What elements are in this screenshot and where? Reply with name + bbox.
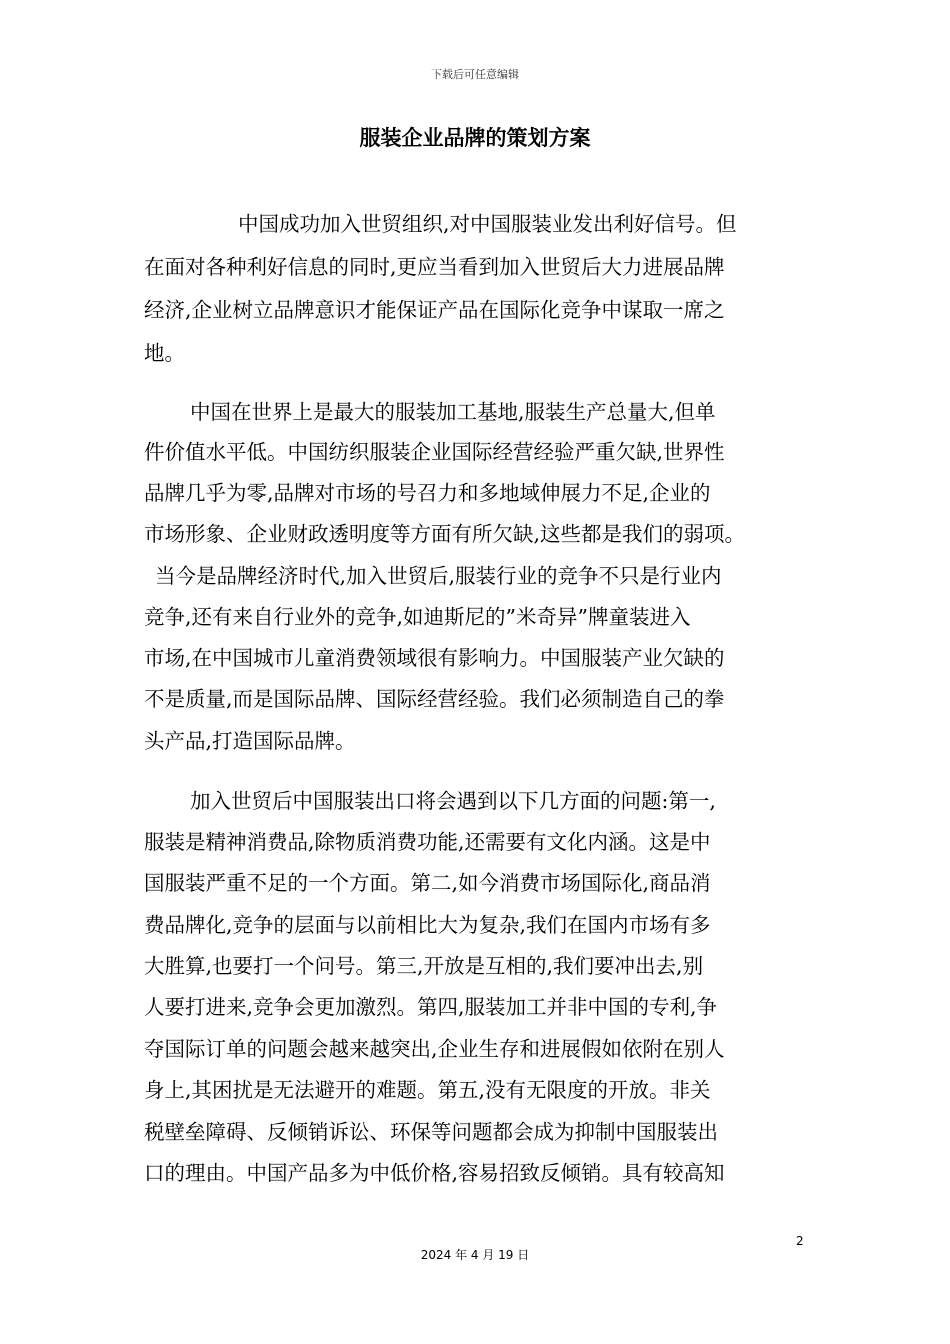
body-line: 竞争,还有来自行业外的竞争,如迪斯尼的”米奇异”牌童装进入 bbox=[144, 605, 691, 629]
body-line: 口的理由。中国产品多为中低价格,容易招致反倾销。具有较高知 bbox=[144, 1161, 725, 1185]
body-line: 人要打进来,竞争会更加激烈。第四,服装加工并非中国的专利,争 bbox=[144, 995, 718, 1019]
body-line: 国服装严重不足的一个方面。第二,如今消费市场国际化,商品消 bbox=[144, 871, 711, 895]
body-line: 加入世贸后中国服装出口将会遇到以下几方面的问题:第一, bbox=[190, 789, 716, 813]
body-line: 当今是品牌经济时代,加入世贸后,服装行业的竞争不只是行业内 bbox=[155, 564, 722, 588]
body-line: 费品牌化,竞争的层面与以前相比大为复杂,我们在国内市场有多 bbox=[144, 913, 711, 937]
document-title: 服装企业品牌的策划方案 bbox=[359, 126, 591, 150]
page-number: 2 bbox=[796, 1234, 804, 1248]
footer-date: 2024 年 4 月 19 日 bbox=[420, 1248, 530, 1262]
body-line: 不是质量,而是国际品牌、国际经营经验。我们必须制造自己的拳 bbox=[144, 687, 725, 711]
body-line: 品牌几乎为零,品牌对市场的号召力和多地域伸展力不足,企业的 bbox=[144, 481, 711, 505]
body-line: 身上,其困扰是无法避开的难题。第五,没有无限度的开放。非关 bbox=[144, 1078, 711, 1102]
body-line: 经济,企业树立品牌意识才能保证产品在国际化竞争中谋取一席之 bbox=[144, 298, 725, 322]
body-line: 地。 bbox=[144, 341, 185, 365]
body-line: 中国成功加入世贸组织,对中国服装业发出利好信号。但 bbox=[238, 212, 737, 236]
body-line: 头产品,打造国际品牌。 bbox=[144, 729, 356, 753]
body-line: 税壁垒障碍、反倾销诉讼、环保等问题都会成为抑制中国服装出 bbox=[144, 1120, 718, 1144]
body-line: 大胜算,也要打一个问号。第三,开放是互相的,我们要冲出去,别 bbox=[144, 954, 704, 978]
page-header-note: 下载后可任意编辑 bbox=[431, 68, 519, 81]
body-line: 市场,在中国城市儿童消费领域很有影响力。中国服装产业欠缺的 bbox=[144, 646, 725, 670]
body-line: 服装是精神消费品,除物质消费功能,还需要有文化内涵。这是中 bbox=[144, 830, 711, 854]
body-line: 夺国际订单的问题会越来越突出,企业生存和进展假如依附在别人 bbox=[144, 1037, 725, 1061]
body-line: 中国在世界上是最大的服装加工基地,服装生产总量大,但单 bbox=[190, 400, 716, 424]
body-line: 件价值水平低。中国纺织服装企业国际经营经验严重欠缺,世界性 bbox=[144, 440, 725, 464]
body-line: 市场形象、企业财政透明度等方面有所欠缺,这些都是我们的弱项。 bbox=[144, 522, 746, 546]
body-line: 在面对各种利好信息的同时,更应当看到加入世贸后大力进展品牌 bbox=[144, 255, 725, 279]
